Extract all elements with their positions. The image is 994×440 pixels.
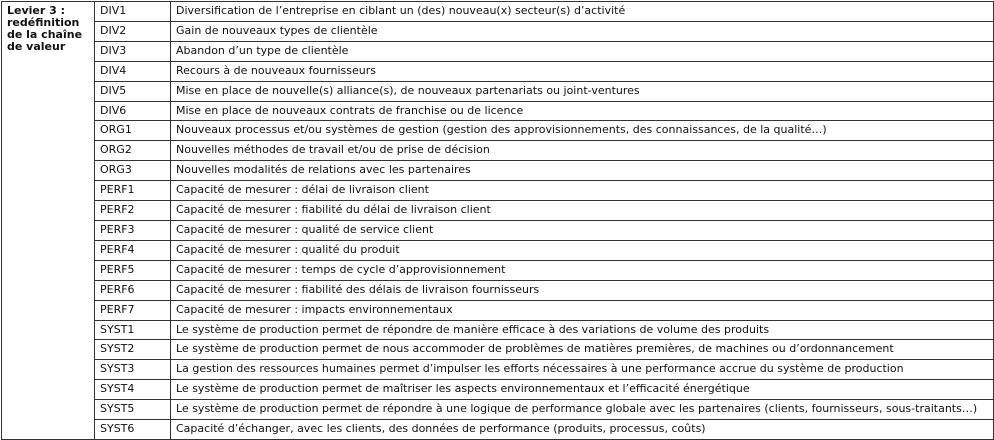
levier-table-body [2,2,994,440]
row-code: SYST4 [95,380,171,400]
row-text: Capacité d’échanger, avec les clients, des données de performance (produits, processus, coûts) [171,420,994,440]
levier-title: Levier 3 : redéfinition de la chaîne de valeur [2,2,95,440]
table-row [2,41,994,61]
table-row [2,2,994,22]
table-row [2,141,994,161]
row-text: Mise en place de nouvelle(s) alliance(s), de nouveaux partenariats ou joint-ventures [171,81,994,101]
table-row [2,320,994,340]
row-code: DIV1 [95,2,171,22]
table-row [2,181,994,201]
table-row [2,61,994,81]
row-text: Capacité de mesurer : fiabilité du délai de livraison client [171,201,994,221]
row-code: SYST1 [95,320,171,340]
table-row [2,340,994,360]
row-text: Nouveaux processus et/ou systèmes de gestion (gestion des approvisionnements, des connaissances, de la qualité…) [171,121,994,141]
table-row [2,81,994,101]
row-code: PERF7 [95,300,171,320]
row-text: Capacité de mesurer : délai de livraison client [171,181,994,201]
table-row [2,220,994,240]
table-row [2,260,994,280]
row-code: DIV3 [95,41,171,61]
row-code: DIV4 [95,61,171,81]
table-row [2,121,994,141]
row-text: Recours à de nouveaux fournisseurs [171,61,994,81]
row-text: Le système de production permet de nous accommoder de problèmes de matières premières, de machines ou d’ordonnancement [171,340,994,360]
row-text: Abandon d’un type de clientèle [171,41,994,61]
table-row [2,300,994,320]
row-code: ORG2 [95,141,171,161]
row-code: ORG3 [95,161,171,181]
row-code: ORG1 [95,121,171,141]
row-text: Capacité de mesurer : impacts environnementaux [171,300,994,320]
row-code: PERF6 [95,280,171,300]
row-code: PERF5 [95,260,171,280]
row-code: PERF1 [95,181,171,201]
row-text: La gestion des ressources humaines permet d’impulser les efforts nécessaires à une performance accrue du système de production [171,360,994,380]
row-code: DIV2 [95,21,171,41]
row-code: PERF3 [95,220,171,240]
row-text: Mise en place de nouveaux contrats de franchise ou de licence [171,101,994,121]
row-text: Le système de production permet de répondre de manière efficace à des variations de volume des produits [171,320,994,340]
row-code: SYST3 [95,360,171,380]
row-text: Nouvelles méthodes de travail et/ou de prise de décision [171,141,994,161]
levier-table [1,1,994,440]
table-row [2,420,994,440]
table-row [2,21,994,41]
table-row [2,380,994,400]
table-row [2,201,994,221]
row-text: Capacité de mesurer : temps de cycle d’approvisionnement [171,260,994,280]
row-text: Capacité de mesurer : qualité de service client [171,220,994,240]
row-text: Gain de nouveaux types de clientèle [171,21,994,41]
table-row [2,280,994,300]
row-code: PERF2 [95,201,171,221]
row-text: Le système de production permet de répondre à une logique de performance globale avec les partenaires (clients, fournisseurs, sous-traitants…) [171,400,994,420]
table-row [2,400,994,420]
row-text: Le système de production permet de maîtriser les aspects environnementaux et l’efficacité énergétique [171,380,994,400]
row-text: Capacité de mesurer : fiabilité des délais de livraison fournisseurs [171,280,994,300]
row-code: SYST2 [95,340,171,360]
row-text: Capacité de mesurer : qualité du produit [171,240,994,260]
row-code: DIV5 [95,81,171,101]
row-code: DIV6 [95,101,171,121]
table-row [2,101,994,121]
row-text: Diversification de l’entreprise en ciblant un (des) nouveau(x) secteur(s) d’activité [171,2,994,22]
table-row [2,161,994,181]
table-row [2,240,994,260]
table-row [2,360,994,380]
row-code: SYST6 [95,420,171,440]
row-code: SYST5 [95,400,171,420]
row-text: Nouvelles modalités de relations avec les partenaires [171,161,994,181]
row-code: PERF4 [95,240,171,260]
